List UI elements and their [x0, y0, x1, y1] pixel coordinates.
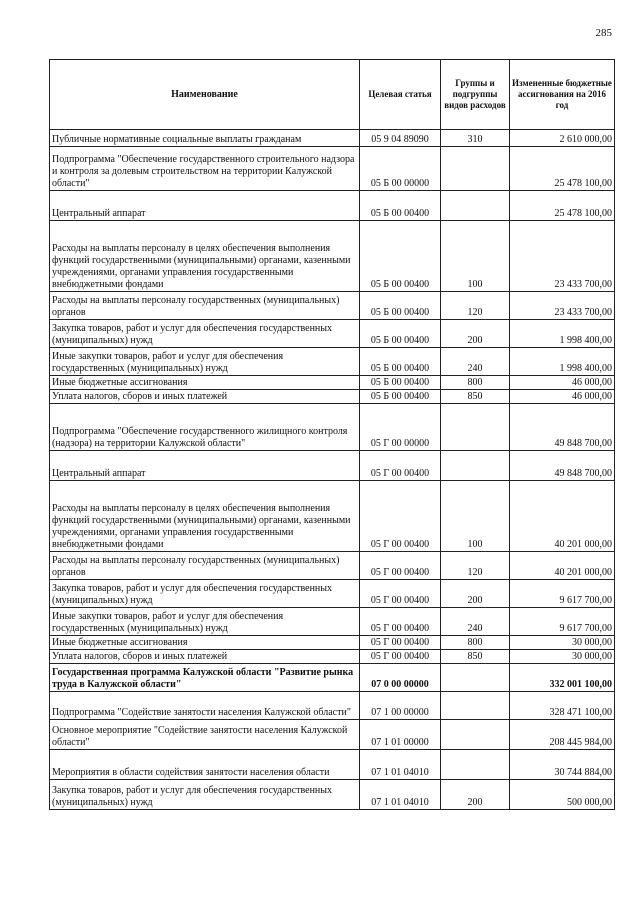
row-name: Закупка товаров, работ и услуг для обеспечения государственных (муниципальных) нужд [50, 320, 360, 348]
row-amount: 500 000,00 [510, 780, 615, 810]
row-name: Мероприятия в области содействия занятости населения области [50, 750, 360, 780]
row-name: Иные закупки товаров, работ и услуг для обеспечения государственных (муниципальных) нужд [50, 348, 360, 376]
budget-table [49, 59, 615, 810]
row-name: Расходы на выплаты персоналу государственных (муниципальных) органов [50, 552, 360, 580]
row-amount: 23 433 700,00 [510, 292, 615, 320]
row-group [441, 404, 510, 451]
row-group [441, 147, 510, 191]
row-amount: 46 000,00 [510, 376, 615, 390]
row-group: 120 [441, 292, 510, 320]
row-amount: 2 610 000,00 [510, 130, 615, 147]
row-amount: 328 471 100,00 [510, 692, 615, 720]
row-code: 07 1 00 00000 [360, 692, 441, 720]
table-row [50, 221, 615, 292]
row-code: 05 Б 00 00400 [360, 390, 441, 404]
row-code: 07 1 01 04010 [360, 780, 441, 810]
table-row [50, 552, 615, 580]
table-row [50, 750, 615, 780]
row-name: Закупка товаров, работ и услуг для обеспечения государственных (муниципальных) нужд [50, 780, 360, 810]
row-name: Расходы на выплаты персоналу в целях обеспечения выполнения функций государственными (муниципальными) органами, казенными учреждениями, органами управления государственными внебюджетными фондами [50, 221, 360, 292]
table-row [50, 636, 615, 650]
table-row [50, 481, 615, 552]
row-group [441, 664, 510, 692]
table-row [50, 292, 615, 320]
row-name: Подпрограмма "Обеспечение государственного строительного надзора и контроля за долевым строительством на территории Калужской области" [50, 147, 360, 191]
header-amount: Измененные бюджетные ассигнования на 2016 год [510, 60, 615, 130]
table-row [50, 580, 615, 608]
row-group: 850 [441, 650, 510, 664]
header-name: Наименование [50, 60, 360, 130]
row-code: 05 9 04 89090 [360, 130, 441, 147]
row-amount: 40 201 000,00 [510, 481, 615, 552]
page-number: 285 [595, 27, 612, 39]
row-group: 800 [441, 636, 510, 650]
row-name: Расходы на выплаты персоналу государственных (муниципальных) органов [50, 292, 360, 320]
row-code: 05 Г 00 00400 [360, 650, 441, 664]
table-row [50, 320, 615, 348]
table-row [50, 191, 615, 221]
table-row [50, 376, 615, 390]
row-amount: 30 744 884,00 [510, 750, 615, 780]
row-group: 200 [441, 320, 510, 348]
table-row [50, 348, 615, 376]
row-amount: 40 201 000,00 [510, 552, 615, 580]
row-code: 07 1 01 04010 [360, 750, 441, 780]
row-group: 100 [441, 221, 510, 292]
row-amount: 9 617 700,00 [510, 608, 615, 636]
row-group: 200 [441, 580, 510, 608]
row-group: 310 [441, 130, 510, 147]
row-group [441, 191, 510, 221]
row-amount: 208 445 984,00 [510, 720, 615, 750]
row-name: Центральный аппарат [50, 451, 360, 481]
row-code: 05 Б 00 00400 [360, 376, 441, 390]
row-name: Уплата налогов, сборов и иных платежей [50, 650, 360, 664]
table-body [50, 130, 615, 810]
row-name: Государственная программа Калужской области "Развитие рынка труда в Калужской области" [50, 664, 360, 692]
row-code: 05 Г 00 00400 [360, 580, 441, 608]
row-amount: 1 998 400,00 [510, 320, 615, 348]
row-name: Подпрограмма "Содействие занятости населения Калужской области" [50, 692, 360, 720]
row-amount: 30 000,00 [510, 650, 615, 664]
row-name: Иные закупки товаров, работ и услуг для обеспечения государственных (муниципальных) нужд [50, 608, 360, 636]
row-group [441, 750, 510, 780]
row-code: 05 Б 00 00400 [360, 348, 441, 376]
table-row [50, 147, 615, 191]
table-row [50, 404, 615, 451]
row-amount: 25 478 100,00 [510, 191, 615, 221]
table-header [50, 60, 615, 130]
row-code: 05 Б 00 00400 [360, 191, 441, 221]
row-amount: 30 000,00 [510, 636, 615, 650]
row-group [441, 720, 510, 750]
row-code: 05 Г 00 00400 [360, 608, 441, 636]
header-group: Группы и подгруппы видов расходов [441, 60, 510, 130]
row-group: 240 [441, 608, 510, 636]
row-group: 850 [441, 390, 510, 404]
table-row [50, 130, 615, 147]
table-row [50, 720, 615, 750]
row-amount: 25 478 100,00 [510, 147, 615, 191]
row-amount: 49 848 700,00 [510, 404, 615, 451]
table-row [50, 664, 615, 692]
row-name: Центральный аппарат [50, 191, 360, 221]
row-code: 05 Б 00 00000 [360, 147, 441, 191]
row-code: 05 Г 00 00400 [360, 636, 441, 650]
row-code: 05 Г 00 00400 [360, 481, 441, 552]
row-group: 240 [441, 348, 510, 376]
row-code: 05 Г 00 00400 [360, 552, 441, 580]
row-amount: 23 433 700,00 [510, 221, 615, 292]
table-row [50, 780, 615, 810]
row-code: 05 Б 00 00400 [360, 292, 441, 320]
row-code: 05 Б 00 00400 [360, 320, 441, 348]
row-amount: 46 000,00 [510, 390, 615, 404]
row-code: 05 Б 00 00400 [360, 221, 441, 292]
row-name: Основное мероприятие "Содействие занятости населения Калужской области" [50, 720, 360, 750]
row-amount: 332 001 100,00 [510, 664, 615, 692]
row-code: 07 1 01 00000 [360, 720, 441, 750]
row-name: Подпрограмма "Обеспечение государственного жилищного контроля (надзора) на территории Калужской области" [50, 404, 360, 451]
row-group [441, 692, 510, 720]
row-name: Публичные нормативные социальные выплаты гражданам [50, 130, 360, 147]
table-row [50, 650, 615, 664]
row-group: 120 [441, 552, 510, 580]
table-row [50, 390, 615, 404]
row-group: 100 [441, 481, 510, 552]
row-code: 05 Г 00 00400 [360, 451, 441, 481]
header-target: Целевая статья [360, 60, 441, 130]
row-amount: 1 998 400,00 [510, 348, 615, 376]
table-row [50, 692, 615, 720]
row-amount: 49 848 700,00 [510, 451, 615, 481]
table-row [50, 608, 615, 636]
row-name: Закупка товаров, работ и услуг для обеспечения государственных (муниципальных) нужд [50, 580, 360, 608]
row-code: 05 Г 00 00000 [360, 404, 441, 451]
row-group: 800 [441, 376, 510, 390]
table-row [50, 451, 615, 481]
row-amount: 9 617 700,00 [510, 580, 615, 608]
row-name: Расходы на выплаты персоналу в целях обеспечения выполнения функций государственными (муниципальными) органами, казенными учреждениями, органами управления государственными внебюджетными фондами [50, 481, 360, 552]
row-name: Иные бюджетные ассигнования [50, 636, 360, 650]
row-code: 07 0 00 00000 [360, 664, 441, 692]
row-name: Уплата налогов, сборов и иных платежей [50, 390, 360, 404]
row-group [441, 451, 510, 481]
row-name: Иные бюджетные ассигнования [50, 376, 360, 390]
row-group: 200 [441, 780, 510, 810]
